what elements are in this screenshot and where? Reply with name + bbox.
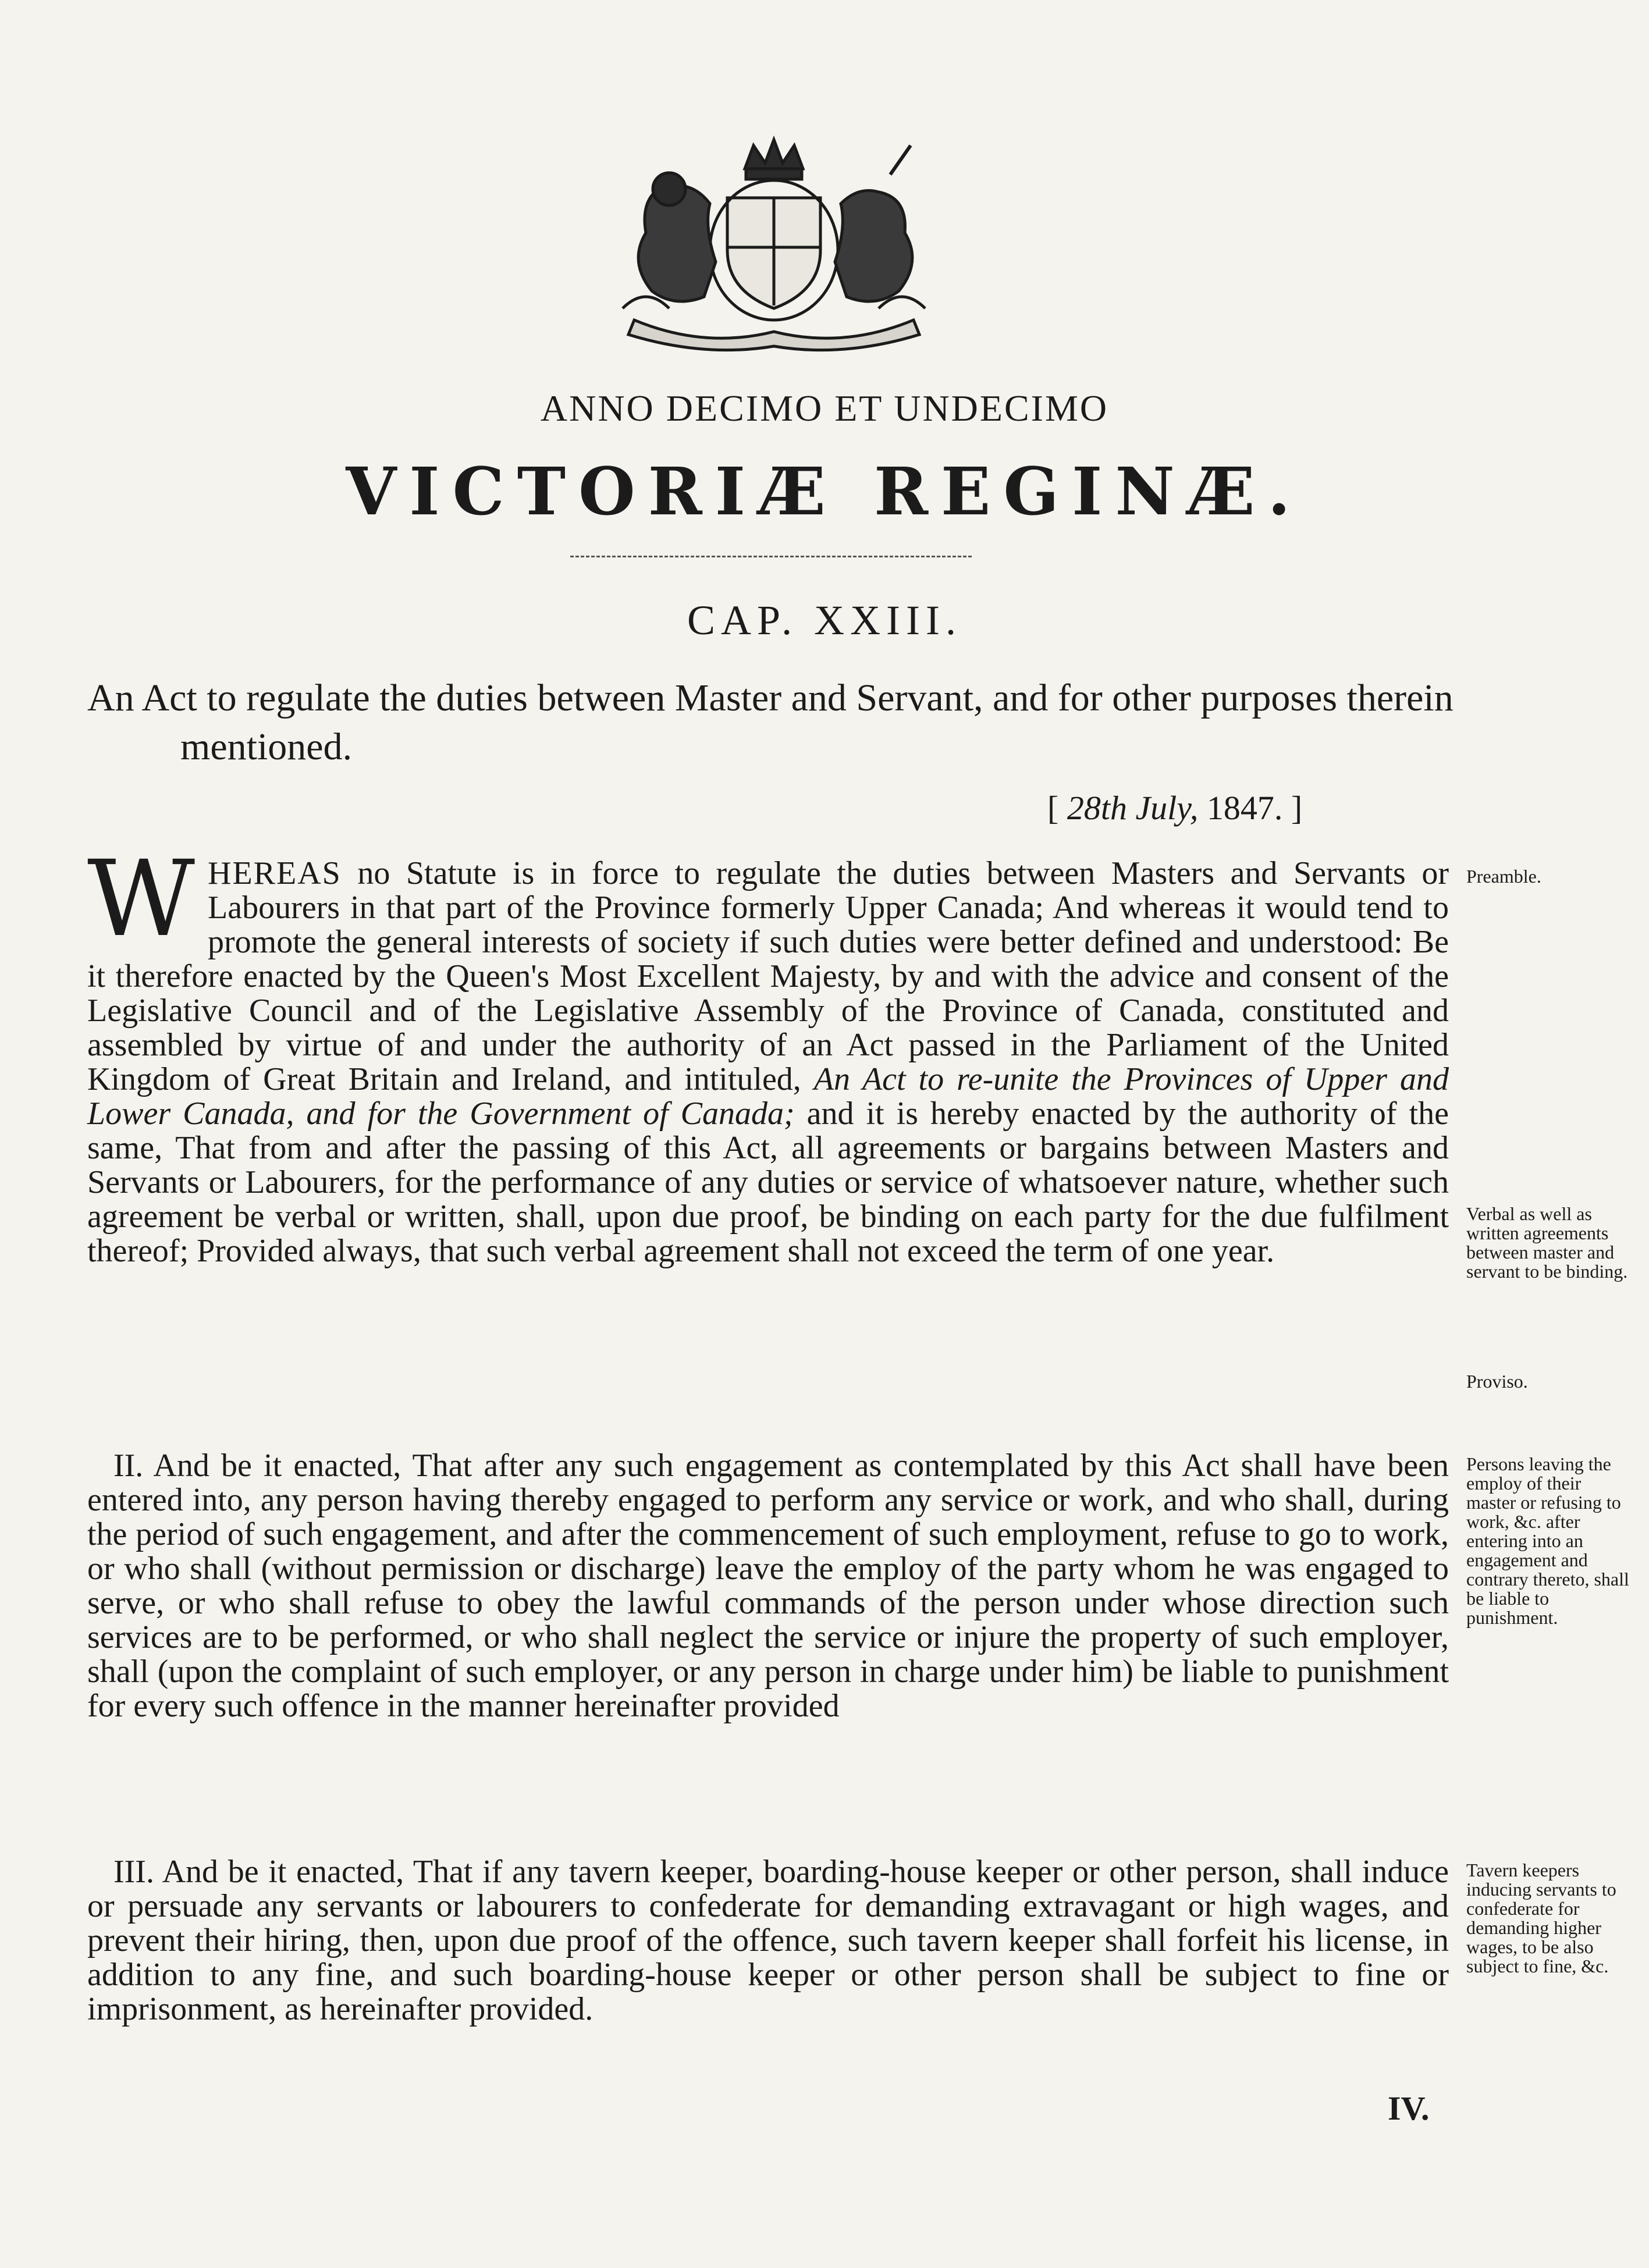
catchword: IV. bbox=[1388, 2089, 1430, 2127]
date-year: 1847. ] bbox=[1198, 789, 1303, 827]
royal-coat-of-arms-icon bbox=[588, 134, 960, 355]
marginal-note-persons-leaving: Persons leaving the employ of their master or refusing to work, &c. after entering into an engagement and contrary thereto, shall be liable to punishment. bbox=[1466, 1453, 1629, 1628]
cited-act-title: An Act to re-unite the Provinces of Upper and Lower Canada, and for the Government of Canada; bbox=[87, 1061, 1449, 1132]
marginal-note-verbal-agreements: Verbal as well as written agreements between master and servant to be binding. bbox=[1466, 1203, 1628, 1282]
regnal-year-line: ANNO DECIMO ET UNDECIMO bbox=[540, 388, 1109, 429]
date-day-month: 28th July, bbox=[1067, 789, 1199, 827]
marginal-note-proviso: Proviso. bbox=[1466, 1371, 1528, 1392]
section-iii-text: III. And be it enacted, That if any tavern keeper, boarding-house keeper or other person, shall induce or persuade any servants or labourers to confederate for demanding extravagant or high wages, and prevent their hiring, then, upon due proof of the offence, such tavern keeper shall forfeit his license, in addition to any fine, and such boarding-house keeper or other person shall be subject to fine or imprisonment, as hereinafter provided. bbox=[87, 1854, 1449, 2027]
preamble-text-a: no Statute is in force to regulate the duties between Masters and Servants or Labourers in that part of the Province formerly Upper Canada; And whereas it would tend to promote the general interests of society if such duties were better defined and understood: Be it therefore enacted by the Queen's Most Excellent Majesty, by and with the advice and consent of the Legislative Council and of the Legislative Assembly of the Province of Canada, constituted and assembled by virtue of and under the authority of an Act passed in the Parliament of the United Kingdom of Great Britain and Ireland, and intituled, bbox=[87, 855, 1449, 1097]
marginal-note-preamble: Preamble. bbox=[1466, 866, 1541, 887]
assent-date bbox=[1047, 788, 1302, 827]
divider-rule bbox=[570, 556, 972, 557]
section-iii bbox=[87, 1855, 1449, 2027]
marginal-note-tavern-keepers: Tavern keepers inducing servants to confederate for demanding higher wages, to be also subject to fine, &c. bbox=[1466, 1860, 1616, 1976]
section-preamble bbox=[87, 838, 1449, 1269]
section-ii bbox=[87, 1449, 1449, 1723]
drop-cap: W bbox=[87, 838, 196, 960]
preamble-lead-word: HEREAS bbox=[208, 855, 342, 891]
regnal-title: VICTORIÆ REGINÆ. bbox=[346, 454, 1303, 530]
act-title: An Act to regulate the duties between Master and Servant, and for other purposes therein mentioned. bbox=[87, 677, 1453, 768]
preamble-text-b: and it is hereby enacted by the authority of the same, That from and after the passing of this Act, all agreements or bargains between Masters and Servants or Labourers, for the performance of any duties or service of whatsoever nature, whether such agreement be verbal or written, shall, upon due proof, be binding on each party for the due fulfilment thereof; Provided always, that such verbal agreement shall not exceed the term of one year. bbox=[87, 1096, 1449, 1269]
date-open-bracket: [ bbox=[1047, 789, 1067, 827]
section-ii-text: II. And be it enacted, That after any such engagement as contemplated by this Act shall have been entered into, any person having thereby engaged to perform any service or work, and who shall, during the period of such engagement, and after the commencement of such employment, refuse to go to work, or who shall (without permission or discharge) leave the employ of the party whom he was engaged to serve, or who shall refuse to obey the lawful commands of the person under whose direction such services are to be performed, or who shall neglect the service or injure the property of such employer, shall (upon the complaint of such employer, or any person in charge under him) be liable to punishment for every such offence in the manner hereinafter provided bbox=[87, 1448, 1449, 1724]
chapter-number: CAP. XXIII. bbox=[687, 597, 962, 644]
